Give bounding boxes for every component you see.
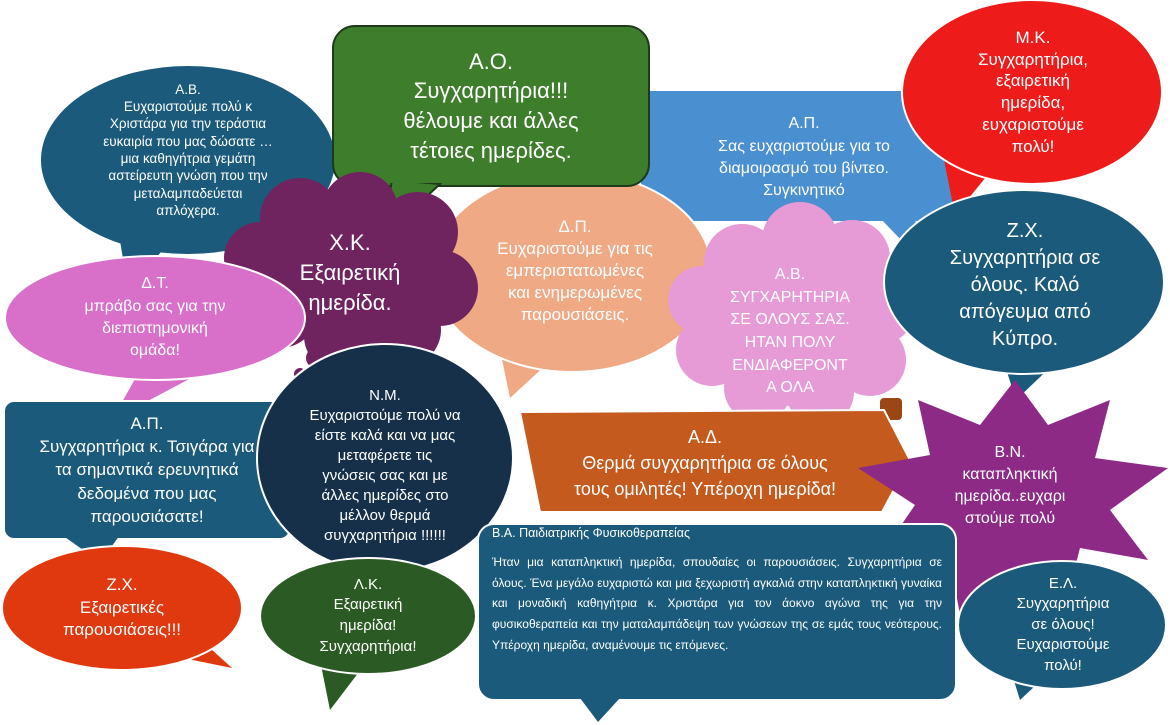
bubble-zx-left — [20, 570, 224, 646]
bubble-lk-text: Εξαιρετική ημερίδα! Συγχαρητήρια! — [319, 596, 417, 655]
bubble-ab-top-text: Ευχαριστούμε πολύ κ Χριστάρα για την τεράστια ευκαιρία που μας δώσατε … μια καθηγήτρια γεμάτη αστείρευτη γνώση που την μεταλαμπαδεύεται απλόχερα. — [103, 99, 273, 218]
bubble-nm-text: Ευχαριστούμε πολύ να είστε καλά και να μας μεταφέρετε τις γνώσεις σας και με άλλες ημερίδες στο μέλλον θερμά συγχαρητήρια !!!!!! — [309, 407, 461, 544]
bubble-ab-cloud-text: ΣΥΓΧΑΡΗΤΗΡΙΑ ΣΕ ΟΛΟΥΣ ΣΑΣ. ΗΤΑΝ ΠΟΛΥ ΕΝΔΙΑΦΕΡΟΝΤ Α ΟΛΑ — [729, 288, 851, 397]
bubble-dp-initials: Δ.Π. — [558, 216, 592, 236]
bubble-dt — [40, 268, 270, 368]
bubble-bn-text: καταπληκτική ημερίδα..ευχαρι στούμε πολύ — [954, 465, 1066, 528]
bubble-ad — [530, 418, 880, 508]
bubble-ab-cloud-initials: Α.Β. — [774, 265, 806, 283]
bubble-bn-initials: Β.Ν. — [994, 443, 1026, 461]
bubble-mk — [928, 12, 1138, 172]
bubble-ao — [340, 36, 642, 176]
bubble-ba — [492, 526, 942, 686]
bubble-nm-initials: Ν.Μ. — [369, 387, 401, 405]
bubble-ab-cloud — [705, 258, 875, 406]
bubble-ap-top-initials: Α.Π. — [788, 115, 820, 133]
bubble-nm — [284, 372, 486, 560]
bubble-bn — [925, 434, 1095, 538]
bubble-ba-heading: Β.Α. Παιδιατρικής Φυσικοθεραπείας — [492, 526, 691, 540]
bubble-lk — [292, 570, 444, 662]
bubble-el-text: Συγχαρητήρια σε όλους! Ευχαριστούμε πολύ! — [1016, 595, 1110, 674]
bubble-dp-text: Ευχαριστούμε για τις εμπεριστατωμένες και ενημερωμένες παρουσιάσεις. — [497, 238, 653, 325]
bubble-lk-initials: Λ.Κ. — [353, 575, 383, 593]
bubble-ap-left-initials: Α.Π. — [130, 414, 164, 434]
bubble-mk-initials: Μ.Κ. — [1015, 27, 1051, 47]
bubble-ap-top-text: Σας ευχαριστούμε για το διαμοιρασμό του βίντεο. Συγκινητικό — [718, 137, 890, 200]
bubble-ao-text: Συγχαρητήρια!!! θέλουμε και άλλες τέτοιες ημερίδες. — [403, 78, 579, 163]
bubble-zx-left-initials: Ζ.Χ. — [106, 574, 138, 594]
bubble-ap-left — [10, 408, 284, 532]
bubble-ap-top — [670, 104, 938, 212]
bubble-xk-initials: Χ.Κ. — [329, 230, 371, 256]
bubble-el — [990, 570, 1136, 680]
bubble-el-initials: Ε.Λ. — [1048, 575, 1078, 593]
bubble-ad-initials: Α.Δ. — [687, 426, 723, 447]
bubble-zx-left-text: Εξαιρετικές παρουσιάσεις!!! — [62, 597, 182, 640]
bubble-mk-text: Συγχαρητήρια, εξαιρετική ημερίδα, ευχαριστούμε πολύ! — [978, 49, 1088, 156]
bubble-ab-top — [60, 70, 316, 230]
bubble-dp — [460, 206, 690, 336]
bubble-xk — [270, 218, 430, 328]
bubble-dt-initials: Δ.Τ. — [141, 275, 169, 293]
bubble-zx-right — [905, 212, 1145, 358]
bubble-dt-text: μπράβο σας για την διεπιστημονική ομάδα! — [84, 297, 226, 360]
bubble-zx-right-initials: Ζ.Χ. — [1006, 219, 1044, 242]
bubble-ap-left-text: Συγχαρητήρια κ. Τσιγάρα για τα σημαντικά ερευνητικά δεδομένα που μας παρουσιάσατε! — [39, 437, 255, 526]
bubble-ba-text: Ήταν μια καταπληκτική ημερίδα, σπουδαίες οι παρουσιάσεις. Συγχαρητήρια σε όλους. Ένα μεγάλο ευχαριστώ και μια ξεχωριστή αγκαλιά στην καταπληκτική γυναίκα και μοναδική καθηγήτρια κ. Χριστάρα για τον άοκνο αγώνα της για την φυσικοθεραπεία και την ματαλαμπάδεψη των γνώσεων της σε εμάς τους νεότερους. Υπέροχη ημερίδα, αναμένουμε τις επόμενες. — [492, 555, 942, 652]
bubble-xk-text: Εξαιρετική ημερίδα. — [299, 260, 401, 315]
bubble-ao-initials: Α.Ο. — [468, 48, 513, 74]
bubble-ab-top-initials: Α.Β. — [175, 81, 201, 97]
bubble-ad-text: Θερμά συγχαρητήρια σε όλους τους ομιλητές! Υπέροχη ημερίδα! — [573, 452, 836, 500]
bubble-zx-right-text: Συγχαρητήρια σε όλους. Καλό απόγευμα από Κύπρο. — [949, 246, 1101, 350]
